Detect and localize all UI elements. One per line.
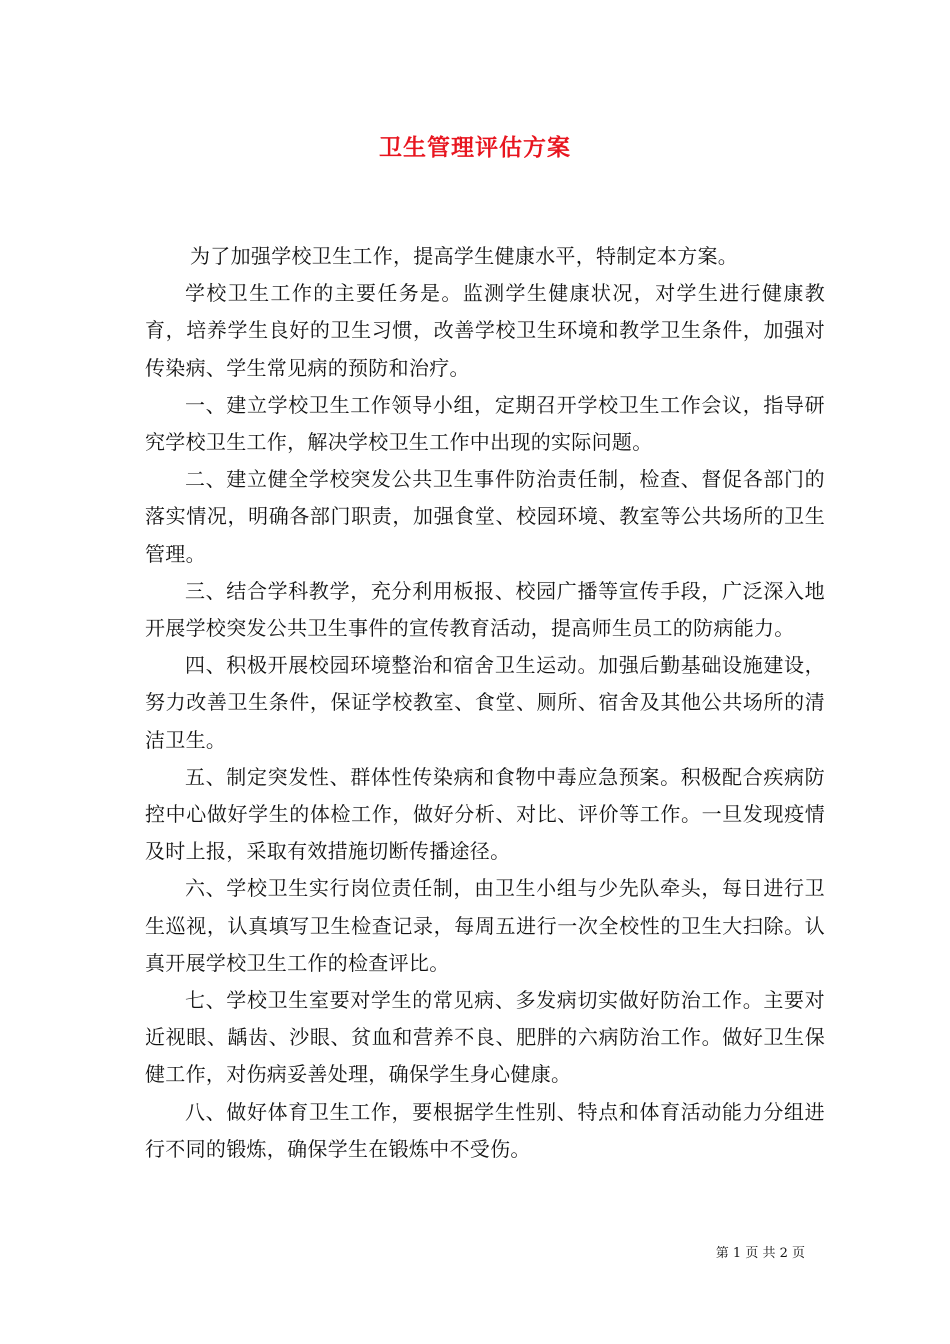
paragraph-item-6: 六、学校卫生实行岗位责任制，由卫生小组与少先队牵头，每日进行卫生巡视，认真填写卫生检查记录，每周五进行一次全校性的卫生大扫除。认真开展学校卫生工作的检查评比。 bbox=[145, 876, 825, 975]
paragraph-intro: 为了加强学校卫生工作，提高学生健康水平，特制定本方案。 bbox=[190, 244, 739, 268]
page-number: 第 1 页 共 2 页 bbox=[715, 1246, 805, 1261]
paragraph-item-5: 五、制定突发性、群体性传染病和食物中毒应急预案。积极配合疾病防控中心做好学生的体检工作，做好分析、对比、评价等工作。一旦发现疫情及时上报，采取有效措施切断传播途径。 bbox=[145, 764, 825, 864]
paragraph-item-3: 三、结合学科教学，充分利用板报、校园广播等宣传手段，广泛深入地开展学校突发公共卫生事件的宣传教育活动，提高师生员工的防病能力。 bbox=[145, 578, 825, 641]
paragraph-item-4: 四、积极开展校园环境整治和宿舍卫生运动。加强后勤基础设施建设，努力改善卫生条件，保证学校教室、食堂、厕所、宿舍及其他公共场所的清洁卫生。 bbox=[145, 653, 825, 752]
paragraph-item-7: 七、学校卫生室要对学生的常见病、多发病切实做好防治工作。主要对近视眼、龋齿、沙眼、贫血和营养不良、肥胖的六病防治工作。做好卫生保健工作，对伤病妥善处理，确保学生身心健康。 bbox=[145, 988, 825, 1087]
document-body bbox=[145, 238, 825, 1168]
paragraph-item-8: 八、做好体育卫生工作，要根据学生性别、特点和体育活动能力分组进行不同的锻炼，确保学生在锻炼中不受伤。 bbox=[145, 1099, 825, 1161]
paragraph-item-1: 一、建立学校卫生工作领导小组，定期召开学校卫生工作会议，指导研究学校卫生工作，解决学校卫生工作中出现的实际问题。 bbox=[145, 392, 825, 455]
paragraph-item-2: 二、建立健全学校突发公共卫生事件防治责任制，检查、督促各部门的落实情况，明确各部门职责，加强食堂、校园环境、教室等公共场所的卫生管理。 bbox=[145, 467, 825, 566]
paragraph-main-tasks: 学校卫生工作的主要任务是。监测学生健康状况，对学生进行健康教育，培养学生良好的卫生习惯，改善学校卫生环境和教学卫生条件，加强对传染病、学生常见病的预防和治疗。 bbox=[145, 281, 825, 380]
document-title: 卫生管理评估方案 bbox=[379, 134, 571, 161]
